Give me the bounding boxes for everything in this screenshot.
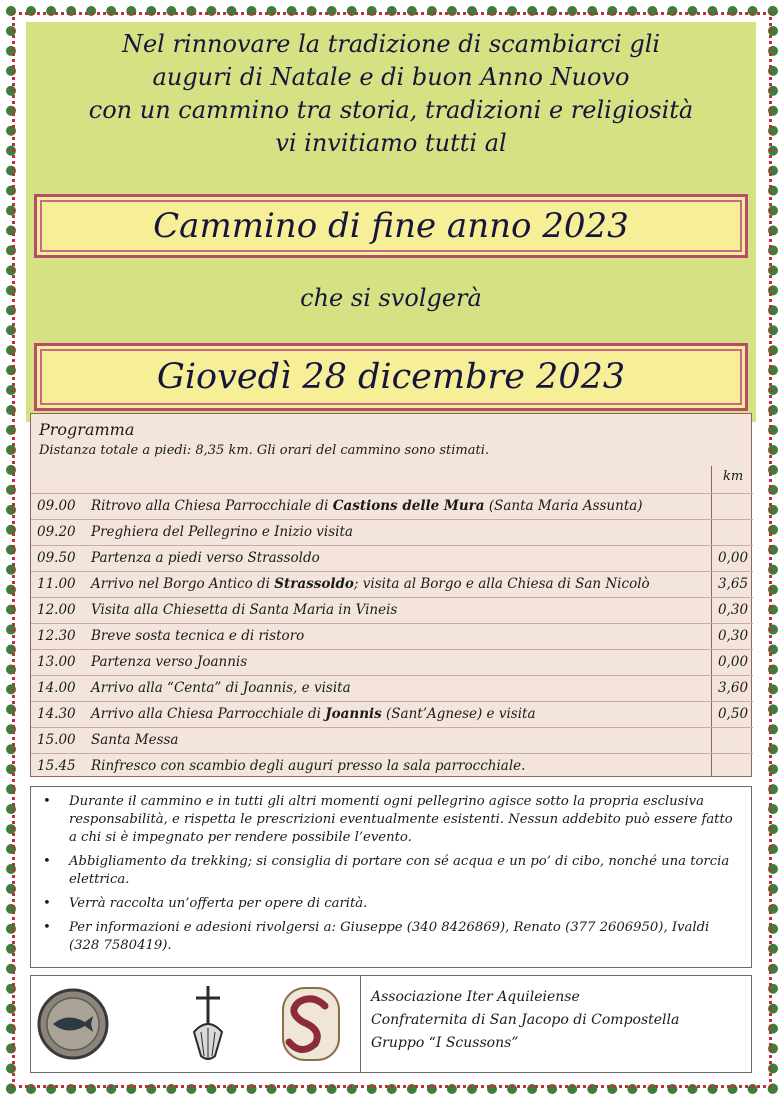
- note-text: Durante il cammino e in tutti gli altri momenti ogni pellegrino agisce sotto la propria esclusiva responsabilità, e rispetta le prescrizioni eventualmente esistenti. Nessun addebito può essere fatto a chi si è impegnato per rendere possibile l’evento.: [69, 794, 733, 845]
- event-title: Cammino di fine anno 2023: [153, 206, 629, 246]
- schedule-place: Castions delle Mura: [332, 498, 485, 514]
- schedule-description: [91, 754, 525, 779]
- programma-title: Programma: [39, 420, 135, 439]
- schedule-text: Arrivo alla “Centa” di Joannis, e visita: [91, 680, 351, 696]
- schedule-text: Santa Messa: [91, 732, 179, 748]
- bullet-icon: •: [43, 794, 51, 809]
- schedule-text: Preghiera del Pellegrino e Inizio visita: [91, 524, 353, 540]
- schedule-text: ; visita al Borgo e alla Chiesa di San Nicolò: [353, 576, 650, 592]
- schedule-row: [31, 675, 753, 701]
- schedule-row: [31, 597, 753, 623]
- schedule-km: 0,30: [717, 628, 749, 644]
- schedule-text: Visita alla Chiesetta di Santa Maria in Vineis: [91, 602, 398, 618]
- notes-box: [30, 786, 752, 968]
- event-title-banner: [34, 194, 748, 258]
- schedule-text: Breve sosta tecnica e di ristoro: [91, 628, 305, 644]
- schedule-row: [31, 571, 753, 597]
- schedule-row: [31, 545, 753, 571]
- schedule-text: Rinfresco con scambio degli auguri presso la sala parrocchiale.: [91, 758, 526, 774]
- schedule-description: [91, 676, 351, 701]
- note-item: [37, 895, 741, 913]
- event-date-banner: [34, 343, 748, 411]
- schedule-time: 13.00: [37, 654, 76, 670]
- schedule-text: (Sant’Agnese) e visita: [381, 706, 536, 722]
- schedule-row: [31, 623, 753, 649]
- schedule-row: [31, 493, 753, 519]
- schedule-description: [91, 598, 397, 623]
- schedule-description: [91, 520, 353, 545]
- invitation-header: [26, 22, 756, 422]
- note-item: [37, 919, 741, 955]
- note-text: Verrà raccolta un’offerta per opere di carità.: [69, 896, 368, 911]
- schedule-text: Partenza a piedi verso Strassoldo: [91, 550, 320, 566]
- schedule-time: 12.30: [37, 628, 76, 644]
- km-column-header: km: [723, 469, 744, 484]
- schedule-time: 11.00: [37, 576, 76, 592]
- schedule-table: [31, 493, 753, 779]
- note-text: Per informazioni e adesioni rivolgersi a: Giuseppe (340 8426869), Renato (377 2606950), Ivaldi (328 7580419).: [69, 920, 710, 953]
- event-date: Giovedì 28 dicembre 2023: [156, 357, 626, 397]
- schedule-row: [31, 519, 753, 545]
- schedule-km: 0,00: [717, 550, 749, 566]
- organizers-footer: [30, 975, 752, 1073]
- intro-line: auguri di Natale e di buon Anno Nuovo: [152, 63, 630, 91]
- schedule-time: 14.00: [37, 680, 76, 696]
- intro-text: [26, 28, 756, 160]
- note-item: [37, 793, 741, 847]
- bullet-icon: •: [43, 854, 51, 869]
- organizer-list: [371, 986, 679, 1055]
- schedule-description: [91, 494, 643, 519]
- schedule-text: Partenza verso Joannis: [91, 654, 248, 670]
- schedule-row: [31, 649, 753, 675]
- schedule-description: [91, 650, 247, 675]
- schedule-description: [91, 624, 304, 649]
- schedule-place: Strassoldo: [274, 576, 354, 592]
- programma-subtitle: Distanza totale a piedi: 8,35 km. Gli orari del cammino sono stimati.: [39, 443, 490, 458]
- schedule-text: (Santa Maria Assunta): [484, 498, 643, 514]
- schedule-description: [91, 572, 650, 597]
- logos-panel: [31, 976, 361, 1072]
- bullet-icon: •: [43, 920, 51, 935]
- schedule-description: [91, 702, 536, 727]
- schedule-row: [31, 727, 753, 753]
- note-item: [37, 853, 741, 889]
- schedule-time: 14.30: [37, 706, 76, 722]
- schedule-row: [31, 753, 753, 779]
- organizer-logos: [31, 976, 361, 1072]
- schedule-text: Arrivo alla Chiesa Parrocchiale di: [91, 706, 326, 722]
- fish-medallion-logo: [39, 990, 107, 1058]
- schedule-description: [91, 546, 320, 571]
- note-text: Abbigliamento da trekking; si consiglia di portare con sé acqua e un po’ di cibo, nonché una torcia elettrica.: [69, 854, 730, 887]
- schedule-time: 12.00: [37, 602, 76, 618]
- intro-line: Nel rinnovare la tradizione di scambiarci gli: [121, 30, 661, 58]
- schedule-time: 15.45: [37, 758, 76, 774]
- serpent-s-logo: [283, 988, 339, 1060]
- schedule-time: 15.00: [37, 732, 76, 748]
- notes-list: [37, 793, 741, 961]
- organizer-name: Confraternita di San Jacopo di Compostella: [371, 1012, 680, 1028]
- schedule-km: 0,00: [717, 654, 749, 670]
- organizer-name: Associazione Iter Aquileiense: [371, 989, 580, 1005]
- intro-line: con un cammino tra storia, tradizioni e religiosità: [88, 96, 694, 124]
- schedule-time: 09.50: [37, 550, 76, 566]
- bullet-icon: •: [43, 896, 51, 911]
- cross-and-shell-logo: [194, 986, 222, 1059]
- schedule-km: 3,60: [717, 680, 749, 696]
- schedule-place: Joannis: [325, 706, 382, 722]
- schedule-km: 3,65: [717, 576, 749, 592]
- organizer-name: Gruppo “I Scussons”: [371, 1035, 519, 1051]
- schedule-km: 0,50: [717, 706, 749, 722]
- schedule-text: Arrivo nel Borgo Antico di: [91, 576, 275, 592]
- schedule-km: 0,30: [717, 602, 749, 618]
- intro-line: vi invitiamo tutti al: [275, 129, 507, 157]
- schedule-text: Ritrovo alla Chiesa Parrocchiale di: [91, 498, 333, 514]
- schedule-description: [91, 728, 178, 753]
- schedule-time: 09.20: [37, 524, 76, 540]
- programma-section: [30, 413, 752, 777]
- event-subtitle: che si svolgerà: [300, 284, 482, 312]
- schedule-time: 09.00: [37, 498, 76, 514]
- schedule-row: [31, 701, 753, 727]
